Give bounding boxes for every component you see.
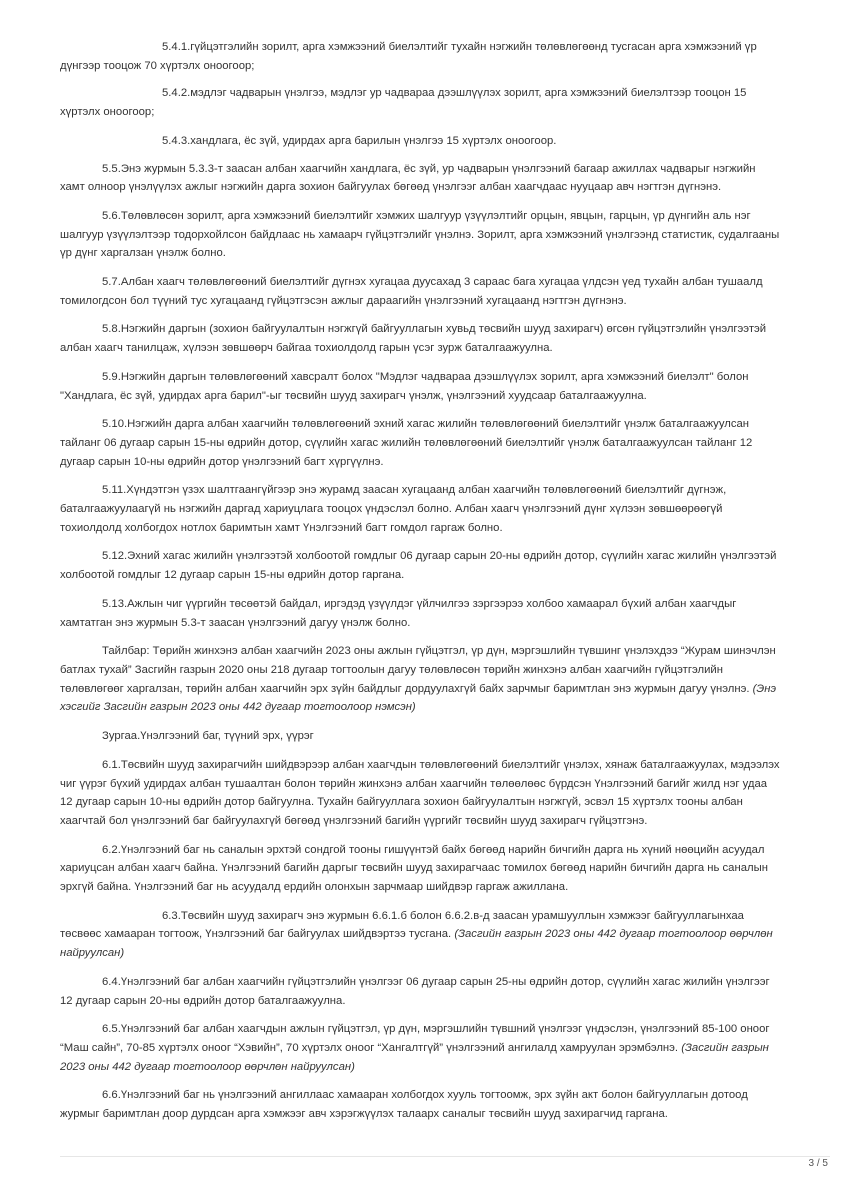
- paragraph-5-11: [60, 481, 782, 537]
- paragraph-text: 6.5.Үнэлгээний баг албан хаагчдын ажлын гүйцэтгэл, үр дүн, мэргэшлийн түвшний үнэлгээг үндэслэн, үнэлгээний 85-100 оноог “Маш сайн”, 70-85 хүртэлх оноог “Хэвийн”, 70 хүртэлх оноог “Хангалтгүй” үнэлгээний ангилалд хамруулан эрэмбэлнэ.: [60, 1023, 770, 1054]
- paragraph-6-3: [60, 907, 782, 963]
- amendment-note: (Засгийн газрын 2023 оны 442 дугаар тогтоолоор өөрчлөн найруулсан): [60, 928, 773, 960]
- paragraph-6-4: [60, 973, 782, 1010]
- paragraph-6-1: [60, 756, 782, 831]
- footer-divider: [60, 1156, 830, 1157]
- paragraph-text: 6.6.Үнэлгээний баг нь үнэлгээний ангиллаас хамааран холбогдох хууль тогтоомж, эрх зүйн акт болон байгууллагын дотоод журмыг баримтлан доор дурдсан арга хэмжээг авч хэрэгжүүлэх талаарх саналыг төсвийн шууд захирагчид гаргана.: [60, 1089, 748, 1121]
- paragraph-text: 5.9.Нэгжийн даргын төлөвлөгөөний хавсралт болох "Мэдлэг чадвараа дээшлүүлэх зорилт, арга хэмжээний биелэлт" болон "Хандлага, ёс зүй, удирдах арга барил"-ыг төсвийн шууд захирагч үнэлж, үнэлгээний хуудсаар баталгаажуулна.: [60, 370, 749, 402]
- paragraph-text: 5.6.Төлөвлөсөн зорилт, арга хэмжээний биелэлтийг хэмжих шалгуур үзүүлэлтийг орцын, явцын, гарцын, үр дүнгийн аль нэг шалгуур үзүүлэлтээр тодорхойлсон байдлаас нь хамаарч гүйцэтгэлийг үнэлнэ. Зорилт, арга хэмжээний үнэлгээнд статистик, судалгааны үр дүнг харгалзан үнэлж болно.: [60, 209, 780, 260]
- paragraph-text: 6.3.Төсвийн шууд захирагч энэ журмын 6.6.1.б болон 6.6.2.в-д заасан урамшууллын хэмжээг байгууллагынхаа төсвөөс хамааран тогтоож, Үнэлгээний баг байгуулах шийдвэртээ тусгана.: [60, 909, 744, 941]
- paragraph-text: 5.13.Ажлын чиг үүргийн төсөөтэй байдал, иргэдэд үзүүлдэг үйлчилгээ зэргээрээ холбоо хамаарал бүхий албан хаагчдыг хамтатган энэ журмын 5.3-т заасан үнэлгээний дагуу үнэлж болно.: [60, 597, 737, 629]
- paragraph-text: 5.10.Нэгжийн дарга албан хаагчийн төлөвлөгөөний эхний хагас жилийн төлөвлөгөөний биелэлтийг үнэлж баталгаажуулсан тайланг 06 дугаар сарын 15-ны өдрийн дотор, сүүлийн хагас жилийн төлөвлөгөөний биелэлтийг үнэлж баталгаажуулсан тайланг 12 дугаар сарын 10-ны өдрийн дотор үнэлгээний багт хүргүүлнэ.: [60, 418, 753, 468]
- section-heading-6: [60, 727, 782, 746]
- document-body: [60, 38, 782, 1134]
- paragraph-5-12: [60, 547, 782, 584]
- paragraph-text: 5.12.Эхний хагас жилийн үнэлгээтэй холбоотой гомдлыг 06 дугаар сарын 20-ны өдрийн дотор, сүүлийн хагас жилийн үнэлгээтэй холбоотой гомдлыг 12 дугаар сарын 15-ны өдрийн дотор гаргана.: [60, 550, 777, 582]
- paragraph-text: 6.1.Төсвийн шууд захирагчийн шийдвэрээр албан хаагчдын төлөвлөгөөний биелэлтийг үнэлэх, хянаж баталгаажуулах, мэдээлэх чиг үүрэг бүхий удирдах албан тушаалтан болон төрийн жинхэнэ албан хаагчийн төлөөлөөс бүрдсэн Үнэлгээний багийг жилд нэг удаа 12 дугаар сарын 10-ны өдрийн дотор байгуулна. Тухайн байгууллага зохион байгуулалтын нэгжгүй, эсвэл 15 хүртэлх тооны албан хаагчтай бол үнэлгээний баг байгуулахгүй бөгөөд үнэлгээний багийн үүргийг төсвийн шууд захирагч гүйцэтгэнэ.: [60, 758, 780, 827]
- paragraph-5-4-2: [60, 84, 782, 121]
- paragraph-text: 5.11.Хүндэтгэн үзэх шалтгаангүйгээр энэ журамд заасан хугацаанд албан хаагчийн төлөвлөгөөний биелэлтийг дүгнэж, баталгаажуулаагүй нь нэгжийн даргад хариуцлага тооцох үндэслэл болно. Албан хаагч үнэлгээний дүнг хүлээн зөвшөөрөөгүй тохиолдолд холбогдох нотлох баримтын хамт Үнэлгээний багт гомдол гаргаж болно.: [60, 484, 727, 534]
- paragraph-5-4-3: [60, 132, 782, 151]
- amendment-note: (Засгийн газрын 2023 оны 442 дугаар тогтоолоор өөрчлөн найруулсан): [60, 1041, 769, 1073]
- page-number: 3 / 5: [808, 1158, 828, 1169]
- paragraph-5-10: [60, 415, 782, 471]
- paragraph-5-6: [60, 207, 782, 263]
- paragraph-5-13: [60, 595, 782, 632]
- amendment-note: (Энэ хэсгийг Засгийн газрын 2023 оны 442 дугаар тогтоолоор нэмсэн): [60, 682, 777, 714]
- paragraph-text: 5.4.3.хандлага, ёс зүй, удирдах арга барилын үнэлгээ 15 хүртэлх оноогоор.: [162, 134, 557, 147]
- paragraph-text: 5.7.Албан хаагч төлөвлөгөөний биелэлтийг дүгнэх хугацаа дуусахад 3 сараас бага хугацаа үлдсэн үед тухайн албан тушаалд томилогдсон бол түүний тус хугацаанд гүйцэтгэсэн ажлыг дараагийн үнэлгээний хугацаанд нэгтгэн дүгнэнэ.: [60, 276, 763, 307]
- paragraph-5-5: [60, 160, 782, 197]
- paragraph-text: 6.4.Үнэлгээний баг албан хаагчийн гүйцэтгэлийн үнэлгээг 06 дугаар сарын 25-ны өдрийн дотор, сүүлийн хагас жилийн үнэлгээг 12 дугаар сарын 20-ны өдрийн дотор баталгаажуулна.: [60, 975, 770, 1007]
- paragraph-6-2: [60, 841, 782, 897]
- paragraph-text: 5.5.Энэ журмын 5.3.3-т заасан албан хаагчийн хандлага, ёс зүй, ур чадварын үнэлгээний багаар ажиллах чадварыг нэгжийн хамт олноор үнэлүүлэх ажлыг нэгжийн дарга зохион байгуулах бөгөөд үнэлгээг албан хаагчдаас нууцаар авч нэгтгэн дүгнэнэ.: [60, 162, 756, 194]
- heading-text: Зургаа.Үнэлгээний баг, түүний эрх, үүрэг: [102, 730, 314, 743]
- paragraph-note: [60, 642, 782, 717]
- paragraph-text: 5.8.Нэгжийн даргын (зохион байгуулалтын нэгжгүй байгууллагын хувьд төсвийн шууд захирагч) өгсөн гүйцэтгэлийн үнэлгээтэй албан хаагч танилцаж, хүлээн зөвшөөрч байгаа тохиолдолд гарын үсэг зурж баталгаажуулна.: [60, 323, 767, 355]
- paragraph-text: Тайлбар: Төрийн жинхэнэ албан хаагчийн 2023 оны ажлын гүйцэтгэл, үр дүн, мэргэшлийн түвшинг үнэлэхдээ “Журам шинэчлэн батлах тухай” Засгийн газрын 2020 оны 218 дугаар тогтоолын дагуу төлөвлөсөн төрийн жинхэнэ албан хаагчийн гүйцэтгэлийн төлөвлөгөөг харгалзан, төрийн албан хаагчийн эрх зүйн байдлыг дордуулахгүй байх зарчмыг баримтлан энэ журмын дагуу үнэлнэ.: [60, 645, 776, 695]
- paragraph-text: 5.4.2.мэдлэг чадварын үнэлгээ, мэдлэг ур чадвараа дээшлүүлэх зорилт, арга хэмжээний биелэлтээр тооцон 15 хүртэлх оноогоор;: [60, 87, 747, 119]
- paragraph-5-7: [60, 273, 782, 310]
- paragraph-6-5: [60, 1020, 782, 1076]
- paragraph-text: 6.2.Үнэлгээний баг нь саналын эрхтэй сондгой тооны гишүүнтэй байх бөгөөд нарийн бичгийн дарга нь хүний нөөцийн асуудал хариуцсан албан хаагч байна. Үнэлгээний багийн даргыг төсвийн шууд захирагчаас томилох бөгөөд нарийн бичгийн дарга нь саналын эрхгүй байна. Үнэлгээний баг нь асуудалд ердийн олонхын зарчмаар шийдвэр гаргаж ажиллана.: [60, 843, 768, 894]
- paragraph-5-4-1: [60, 38, 782, 75]
- paragraph-5-8: [60, 320, 782, 357]
- paragraph-text: 5.4.1.гүйцэтгэлийн зорилт, арга хэмжээний биелэлтийг тухайн нэгжийн төлөвлөгөөнд тусгасан арга хэмжээний үр дүнгээр тооцож 70 хүртэлх оноогоор;: [60, 41, 757, 72]
- paragraph-5-9: [60, 368, 782, 405]
- paragraph-6-6: [60, 1086, 782, 1123]
